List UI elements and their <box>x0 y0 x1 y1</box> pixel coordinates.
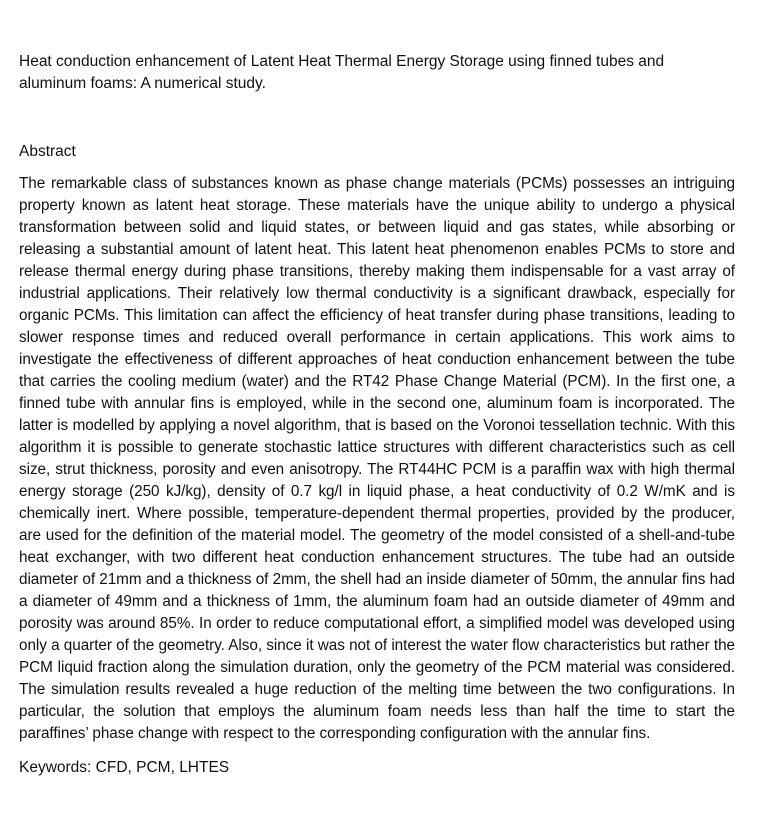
abstract-body: The remarkable class of substances known as phase change materials (PCMs) possesses an intriguing property known as latent heat storage. These materials have the unique ability to undergo a physical transformation between solid and liquid states, or between liquid and gas states, while absorbing or releasing a substantial amount of latent heat. This latent heat phenomenon enables PCMs to store and release thermal energy during phase transitions, thereby making them indispensable for a vast array of industrial applications. Their relatively low thermal conductivity is a significant drawback, especially for organic PCMs. This limitation can affect the efficiency of heat transfer during phase transitions, leading to slower response times and reduced overall performance in certain applications. This work aims to investigate the effectiveness of different approaches of heat conduction enhancement between the tube that carries the cooling medium (water) and the RT42 Phase Change Material (PCM). In the first one, a finned tube with annular fins is employed, while in the second one, aluminum foam is incorporated. The latter is modelled by applying a novel algorithm, that is based on the Voronoi tessellation technic. With this algorithm it is possible to generate stochastic lattice structures with different characteristics such as cell size, strut thickness, porosity and even anisotropy. The RT44HC PCM is a paraffin wax with high thermal energy storage (250 kJ/kg), density of 0.7 kg/l in liquid phase, a heat conductivity of 0.2 W/mK and is chemically inert. Where possible, temperature-dependent thermal properties, provided by the producer, are used for the definition of the material model. The geometry of the model consisted of a shell-and-tube heat exchanger, with two different heat conduction enhancement structures. The tube had an outside diameter of 21mm and a thickness of 2mm, the shell had an inside diameter of 50mm, the annular fins had a diameter of 49mm and a thickness of 1mm, the aluminum foam had an outside diameter of 49mm and porosity was around 85%. In order to reduce computational effort, a simplified model was developed using only a quarter of the geometry. Also, since it was not of interest the water flow characteristics but rather the PCM liquid fraction along the simulation duration, only the geometry of the PCM material was considered. The simulation results revealed a huge reduction of the melting time between the two configurations. In particular, the solution that employs the aluminum foam needs less than half the time to start the paraffines’ phase change with respect to the corresponding configuration with the annular fins. <box>19 175 735 742</box>
abstract-heading: Abstract <box>19 143 76 160</box>
document-page <box>19 51 735 779</box>
paper-title: Heat conduction enhancement of Latent Heat Thermal Energy Storage using finned tubes and aluminum foams: A numerical study. <box>19 53 665 92</box>
keywords-line: Keywords: CFD, PCM, LHTES <box>19 759 230 776</box>
